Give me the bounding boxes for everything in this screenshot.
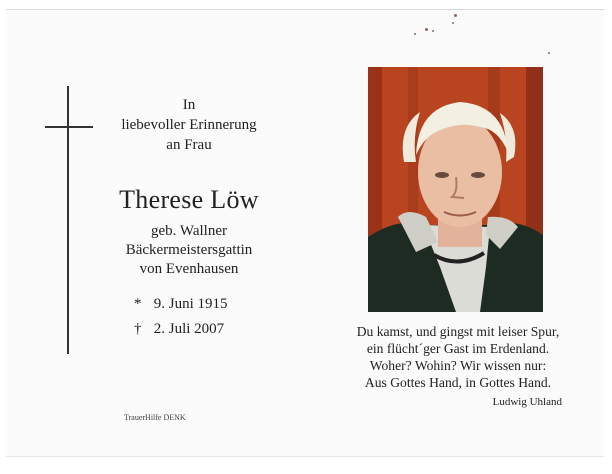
poem-line: Woher? Wohin? Wir wissen nur: [369, 358, 547, 373]
death-date-line [134, 320, 224, 338]
deceased-name: Therese Löw [119, 185, 259, 214]
paper-speck [452, 22, 454, 24]
poem-line: Du kamst, und gingst mit leiser Spur, [356, 324, 560, 339]
portrait-photo [368, 67, 543, 312]
paper-speck [454, 14, 457, 17]
death-date: 2. Juli 2007 [153, 321, 225, 337]
poem-author: Ludwig Uhland [492, 396, 562, 408]
birth-name: geb. Wallner [151, 223, 227, 239]
star-icon: * [134, 296, 142, 312]
portrait-image [368, 67, 543, 312]
occupation: Bäckermeistersgattin [125, 242, 253, 258]
birth-date: 9. Juni 1915 [153, 296, 228, 312]
dagger-icon: † [134, 321, 142, 337]
intro-line-in: In [182, 97, 196, 113]
paper-speck [425, 28, 428, 31]
origin: von Evenhausen [139, 261, 239, 277]
intro-line-remembrance: liebevoller Erinnerung [121, 117, 257, 133]
poem-line: ein flücht´ger Gast im Erdenland. [366, 341, 550, 356]
paper-speck [414, 33, 416, 35]
paper-speck [548, 52, 550, 54]
intro-line-woman: an Frau [166, 137, 212, 153]
poem [326, 323, 590, 391]
birth-date-line [134, 295, 228, 313]
poem-line: Aus Gottes Hand, in Gottes Hand. [364, 375, 552, 390]
paper-speck [432, 30, 434, 32]
publisher-label: TrauerHilfe DENK [124, 413, 186, 422]
